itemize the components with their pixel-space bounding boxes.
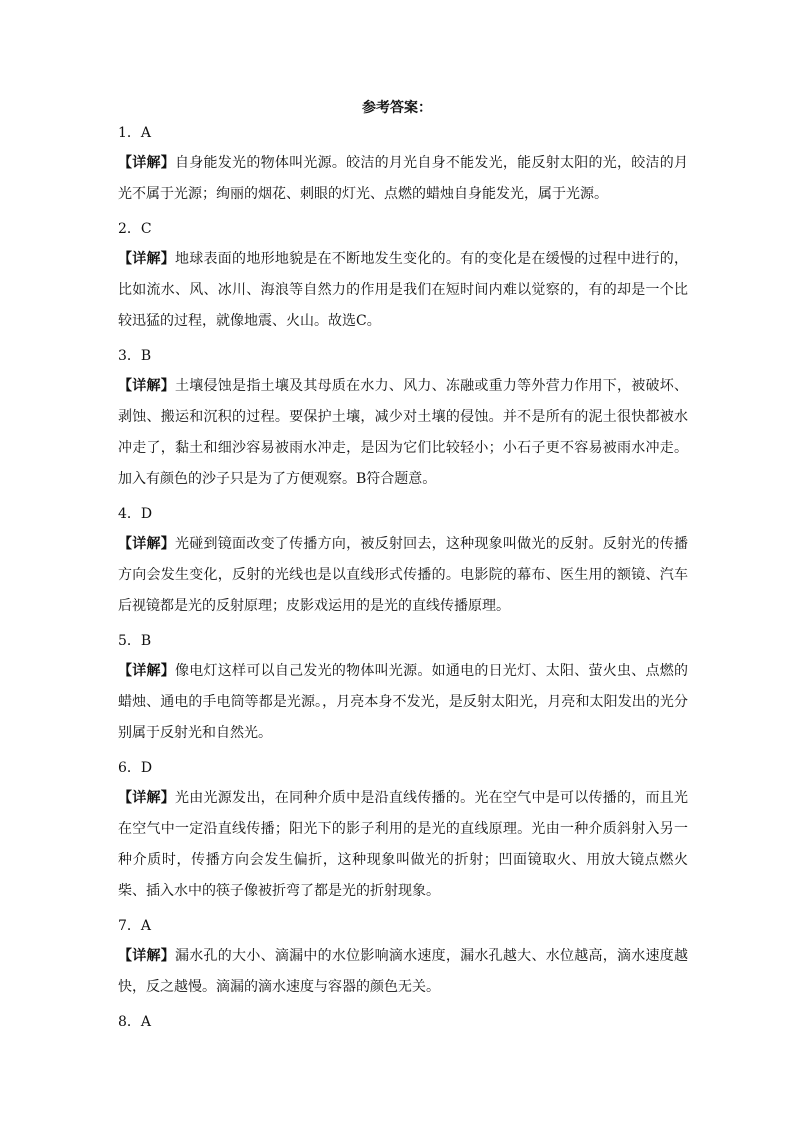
answer-number-2: 2．C: [118, 221, 152, 237]
detail-tag: 【详解】: [118, 536, 176, 552]
answer-number-4: 4．D: [118, 506, 153, 522]
page-title: 参考答案：: [362, 100, 432, 116]
detail-tag: 【详解】: [118, 948, 176, 964]
answer-explanation-1: [118, 148, 688, 210]
detail-tag: 【详解】: [118, 378, 176, 394]
answer-text-1: 自身能发光的物体叫光源。皎洁的月光自身不能发光，能反射太阳的光，皎洁的月光不属于光源；绚丽的烟花、刺眼的灯光、点燃的蜡烛自身能发光，属于光源。: [118, 155, 689, 202]
detail-tag: 【详解】: [118, 155, 176, 171]
answer-text-7: 漏水孔的大小、滴漏中的水位影响滴水速度，漏水孔越大、水位越高，滴水速度越快，反之越慢。滴漏的滴水速度与容器的颜色无关。: [118, 948, 689, 995]
answer-list: [118, 118, 688, 1037]
answer-explanation-2: [118, 244, 688, 337]
answer-text-3: 土壤侵蚀是指土壤及其母质在水力、风力、冻融或重力等外营力作用下，被破坏、剥蚀、搬运和沉积的过程。要保护土壤，减少对土壤的侵蚀。并不是所有的泥土很快都被水冲走了，黏土和细沙容易被雨水冲走，是因为它们比较轻小；小石子更不容易被雨水冲走。加入有颜色的沙子只是为了方便观察。B符合题意。: [118, 378, 689, 487]
answer-text-4: 光碰到镜面改变了传播方向，被反射回去，这种现象叫做光的反射。反射光的传播方向会发生变化，反射的光线也是以直线形式传播的。电影院的幕布、医生用的额镜、汽车后视镜都是光的反射原理；皮影戏运用的是光的直线传播原理。: [118, 536, 689, 614]
answer-explanation-3: [118, 371, 688, 495]
answer-number-1: 1．A: [118, 125, 152, 141]
detail-tag: 【详解】: [118, 663, 176, 679]
detail-tag: 【详解】: [118, 790, 176, 806]
answer-number-3: 3．B: [118, 348, 152, 364]
answer-explanation-7: [118, 941, 688, 1003]
answer-text-2: 地球表面的地形地貌是在不断地发生变化的。有的变化是在缓慢的过程中进行的，比如流水、风、冰川、海浪等自然力的作用是我们在短时间内难以觉察的，有的却是一个比较迅猛的过程，就像地震、火山。故选C。: [118, 251, 689, 329]
answer-number-5: 5．B: [118, 633, 152, 649]
answer-number-7: 7．A: [118, 918, 152, 934]
answer-explanation-4: [118, 529, 688, 622]
detail-tag: 【详解】: [118, 251, 176, 267]
answer-text-6: 光由光源发出，在同种介质中是沿直线传播的。光在空气中是可以传播的，而且光在空气中一定沿直线传播；阳光下的影子利用的是光的直线原理。光由一种介质斜射入另一种介质时，传播方向会发生偏折，这种现象叫做光的折射；凹面镜取火、用放大镜点燃火柴、插入水中的筷子像被折弯了都是光的折射现象。: [118, 790, 689, 899]
answer-explanation-5: [118, 656, 688, 749]
answer-number-6: 6．D: [118, 760, 153, 776]
answer-number-8: 8．A: [118, 1014, 152, 1030]
answer-explanation-6: [118, 783, 688, 907]
answer-text-5: 像电灯这样可以自己发光的物体叫光源。如通电的日光灯、太阳、萤火虫、点燃的蜡烛、通电的手电筒等都是光源。，月亮本身不发光，是反射太阳光，月亮和太阳发出的光分别属于反射光和自然光。: [118, 663, 689, 741]
